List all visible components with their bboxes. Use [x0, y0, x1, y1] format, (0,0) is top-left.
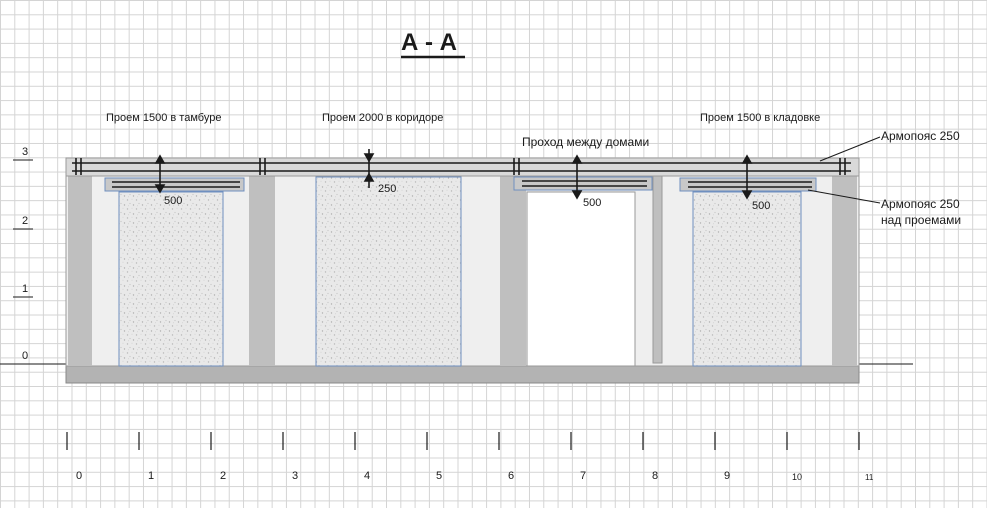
axis-mark: 5 [436, 470, 443, 482]
axis-mark: 9 [724, 470, 731, 482]
level-mark: 0 [22, 350, 29, 362]
axis-mark: 8 [652, 470, 659, 482]
section-title: А - А [401, 29, 457, 56]
axis-mark: 11 [865, 473, 874, 482]
lintel-beam [105, 178, 244, 191]
axis-mark: 2 [220, 470, 227, 482]
lintel-beam [680, 178, 816, 191]
dimension-label: 250 [378, 183, 397, 195]
level-mark: 3 [22, 146, 29, 158]
opening-passage [527, 192, 635, 366]
axis-ticks [67, 432, 859, 450]
pillar [832, 174, 857, 366]
level-mark: 2 [22, 215, 29, 227]
label-vestibule-opening: Проем 1500 в тамбуре [106, 112, 222, 124]
pillar [653, 176, 662, 363]
pillar [500, 174, 526, 366]
axis-mark: 6 [508, 470, 515, 482]
pillar [68, 174, 92, 366]
axis-mark: 7 [580, 470, 587, 482]
opening-vestibule [119, 192, 223, 366]
lintel-beam [514, 177, 652, 190]
label-corridor-opening: Проем 2000 в коридоре [322, 112, 444, 124]
foundation-strip [66, 366, 859, 383]
opening-corridor [316, 177, 461, 366]
label-storeroom-opening: Проем 1500 в кладовке [700, 112, 821, 124]
dimension-label: 500 [164, 195, 183, 207]
ring-beam [66, 158, 859, 176]
callout-lintel-beam-line2: над проемами [881, 213, 962, 227]
label-passage: Проход между домами [522, 135, 650, 149]
axis-mark: 3 [292, 470, 299, 482]
dimension-label: 500 [583, 197, 602, 209]
dimension-label: 500 [752, 200, 771, 212]
axis-mark: 10 [792, 472, 803, 482]
opening-storeroom [693, 192, 801, 366]
callout-lintel-beam-line1: Армопояс 250 [881, 197, 960, 211]
axis-mark: 4 [364, 470, 371, 482]
pillar [249, 174, 275, 366]
axis-mark: 0 [76, 470, 83, 482]
callout-ring-beam: Армопояс 250 [881, 129, 960, 143]
level-mark: 1 [22, 283, 29, 295]
ring-beam-leader [820, 137, 880, 161]
axis-mark: 1 [148, 470, 155, 482]
